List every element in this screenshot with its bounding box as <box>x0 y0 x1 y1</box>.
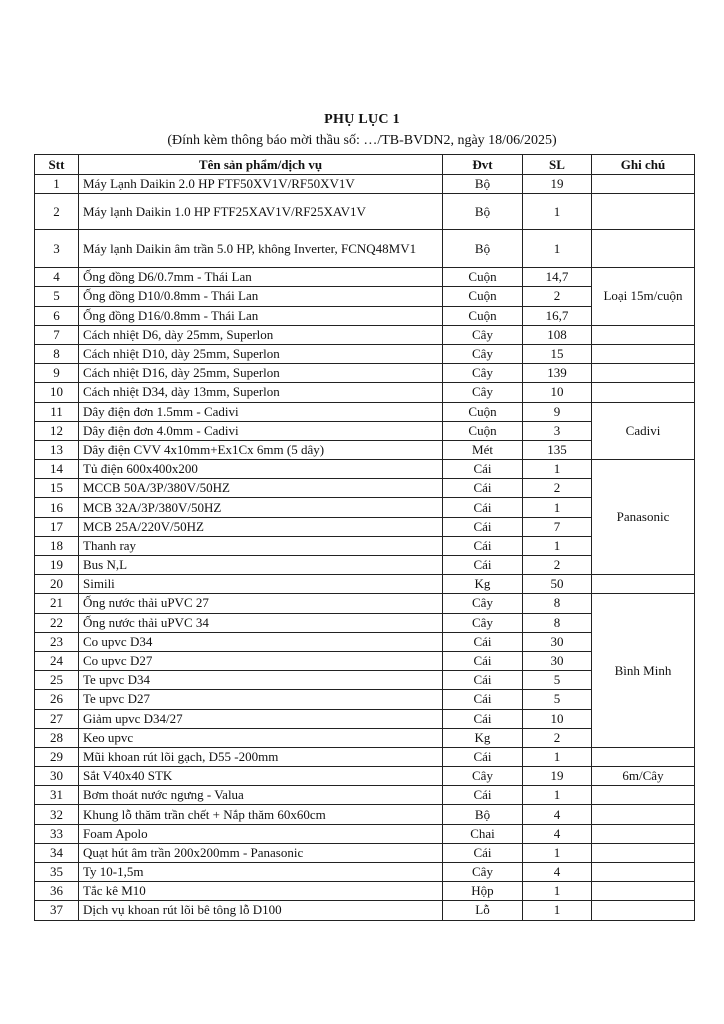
row-unit: Cái <box>443 498 523 517</box>
row-unit: Cây <box>443 613 523 632</box>
row-quantity: 50 <box>523 575 592 594</box>
row-unit: Cái <box>443 460 523 479</box>
row-unit: Chai <box>443 824 523 843</box>
row-unit: Cây <box>443 863 523 882</box>
row-unit: Cái <box>443 690 523 709</box>
row-stt: 36 <box>35 882 79 901</box>
row-stt: 35 <box>35 863 79 882</box>
row-note <box>592 344 695 363</box>
row-name: Ống đồng D16/0.8mm - Thái Lan <box>79 306 443 325</box>
row-stt: 2 <box>35 194 79 230</box>
row-name: Bơm thoát nước ngưng - Valua <box>79 786 443 805</box>
table-row <box>35 383 695 402</box>
table-header-row <box>35 155 695 175</box>
row-quantity: 10 <box>523 709 592 728</box>
column-header-name: Tên sản phẩm/dịch vụ <box>79 155 443 175</box>
table-row <box>35 863 695 882</box>
row-note <box>592 175 695 194</box>
row-unit: Cuộn <box>443 421 523 440</box>
row-name: Te upvc D27 <box>79 690 443 709</box>
row-unit: Cái <box>443 651 523 670</box>
row-name: Dây điện đơn 4.0mm - Cadivi <box>79 421 443 440</box>
column-header-unit: Đvt <box>443 155 523 175</box>
row-unit: Cái <box>443 556 523 575</box>
row-name: Ống đồng D6/0.7mm - Thái Lan <box>79 268 443 287</box>
row-name: Ống nước thải uPVC 27 <box>79 594 443 613</box>
row-stt: 6 <box>35 306 79 325</box>
table-row <box>35 901 695 920</box>
row-note <box>592 786 695 805</box>
row-name: Quạt hút âm trần 200x200mm - Panasonic <box>79 843 443 862</box>
row-stt: 20 <box>35 575 79 594</box>
row-stt: 28 <box>35 728 79 747</box>
row-stt: 22 <box>35 613 79 632</box>
row-unit: Cuộn <box>443 268 523 287</box>
table-row <box>35 747 695 766</box>
row-stt: 9 <box>35 364 79 383</box>
row-unit: Cái <box>443 786 523 805</box>
row-quantity: 8 <box>523 594 592 613</box>
row-name: Sắt V40x40 STK <box>79 767 443 786</box>
table-row <box>35 364 695 383</box>
row-quantity: 5 <box>523 671 592 690</box>
row-quantity: 1 <box>523 747 592 766</box>
note-6m-cay: 6m/Cây <box>592 767 695 786</box>
row-note <box>592 901 695 920</box>
row-quantity: 14,7 <box>523 268 592 287</box>
row-name: Thanh ray <box>79 536 443 555</box>
row-stt: 23 <box>35 632 79 651</box>
row-note <box>592 364 695 383</box>
row-unit: Cây <box>443 344 523 363</box>
row-quantity: 1 <box>523 882 592 901</box>
note-panasonic: Panasonic <box>592 460 695 575</box>
row-name: Dây điện CVV 4x10mm+Ex1Cx 6mm (5 dây) <box>79 440 443 459</box>
row-stt: 30 <box>35 767 79 786</box>
row-stt: 5 <box>35 287 79 306</box>
table-row <box>35 402 695 421</box>
row-quantity: 2 <box>523 479 592 498</box>
row-name: Ống nước thải uPVC 34 <box>79 613 443 632</box>
row-stt: 14 <box>35 460 79 479</box>
row-note <box>592 882 695 901</box>
row-name: Co upvc D27 <box>79 651 443 670</box>
row-stt: 12 <box>35 421 79 440</box>
row-note <box>592 575 695 594</box>
row-unit: Cái <box>443 709 523 728</box>
row-name: Tắc kê M10 <box>79 882 443 901</box>
table-row <box>35 594 695 613</box>
row-quantity: 1 <box>523 498 592 517</box>
row-name: Foam Apolo <box>79 824 443 843</box>
row-note <box>592 843 695 862</box>
row-quantity: 4 <box>523 863 592 882</box>
row-unit: Cái <box>443 479 523 498</box>
row-stt: 13 <box>35 440 79 459</box>
row-unit: Cái <box>443 747 523 766</box>
row-quantity: 1 <box>523 901 592 920</box>
row-quantity: 1 <box>523 536 592 555</box>
row-unit: Cây <box>443 325 523 344</box>
row-stt: 10 <box>35 383 79 402</box>
row-stt: 17 <box>35 517 79 536</box>
row-quantity: 139 <box>523 364 592 383</box>
row-quantity: 1 <box>523 786 592 805</box>
row-name: Tủ điện 600x400x200 <box>79 460 443 479</box>
row-note <box>592 824 695 843</box>
row-name: MCB 25A/220V/50HZ <box>79 517 443 536</box>
row-quantity: 7 <box>523 517 592 536</box>
note-binh-minh: Bình Minh <box>592 594 695 748</box>
row-name: Bus N,L <box>79 556 443 575</box>
row-stt: 37 <box>35 901 79 920</box>
row-note <box>592 325 695 344</box>
row-quantity: 1 <box>523 230 592 268</box>
row-note <box>592 383 695 402</box>
row-unit: Cái <box>443 843 523 862</box>
row-stt: 19 <box>35 556 79 575</box>
row-name: Giảm upvc D34/27 <box>79 709 443 728</box>
row-quantity: 1 <box>523 194 592 230</box>
row-quantity: 2 <box>523 728 592 747</box>
row-quantity: 2 <box>523 287 592 306</box>
row-unit: Bộ <box>443 805 523 824</box>
row-stt: 34 <box>35 843 79 862</box>
row-stt: 15 <box>35 479 79 498</box>
row-name: Khung lỗ thăm trần chết + Nắp thăm 60x60cm <box>79 805 443 824</box>
row-quantity: 19 <box>523 175 592 194</box>
row-quantity: 9 <box>523 402 592 421</box>
column-header-stt: Stt <box>35 155 79 175</box>
row-unit: Cái <box>443 632 523 651</box>
row-stt: 27 <box>35 709 79 728</box>
row-stt: 21 <box>35 594 79 613</box>
row-quantity: 30 <box>523 651 592 670</box>
row-quantity: 5 <box>523 690 592 709</box>
row-unit: Cuộn <box>443 306 523 325</box>
row-quantity: 3 <box>523 421 592 440</box>
row-unit: Cuộn <box>443 287 523 306</box>
row-name: Ty 10-1,5m <box>79 863 443 882</box>
row-stt: 4 <box>35 268 79 287</box>
row-unit: Cây <box>443 364 523 383</box>
table-row <box>35 344 695 363</box>
table-row <box>35 824 695 843</box>
row-stt: 8 <box>35 344 79 363</box>
row-stt: 24 <box>35 651 79 670</box>
row-quantity: 1 <box>523 460 592 479</box>
table-row <box>35 194 695 230</box>
row-name: Keo upvc <box>79 728 443 747</box>
table-row <box>35 805 695 824</box>
row-unit: Mét <box>443 440 523 459</box>
row-unit: Cái <box>443 536 523 555</box>
row-quantity: 19 <box>523 767 592 786</box>
table-row <box>35 460 695 479</box>
row-unit: Cái <box>443 517 523 536</box>
row-unit: Cây <box>443 383 523 402</box>
row-quantity: 10 <box>523 383 592 402</box>
row-quantity: 30 <box>523 632 592 651</box>
row-quantity: 8 <box>523 613 592 632</box>
row-name: Dây điện đơn 1.5mm - Cadivi <box>79 402 443 421</box>
row-quantity: 108 <box>523 325 592 344</box>
row-note <box>592 230 695 268</box>
row-unit: Cái <box>443 671 523 690</box>
row-name: Máy lạnh Daikin 1.0 HP FTF25XAV1V/RF25XAV1V <box>79 194 443 230</box>
row-name: Ống đồng D10/0.8mm - Thái Lan <box>79 287 443 306</box>
row-name: Mũi khoan rút lõi gạch, D55 -200mm <box>79 747 443 766</box>
row-stt: 7 <box>35 325 79 344</box>
table-row <box>35 325 695 344</box>
row-stt: 31 <box>35 786 79 805</box>
row-name: Dịch vụ khoan rút lõi bê tông lỗ D100 <box>79 901 443 920</box>
table-row <box>35 882 695 901</box>
row-note <box>592 194 695 230</box>
row-stt: 18 <box>35 536 79 555</box>
row-name: Cách nhiệt D6, dày 25mm, Superlon <box>79 325 443 344</box>
table-row <box>35 843 695 862</box>
table-row <box>35 575 695 594</box>
row-unit: Cây <box>443 594 523 613</box>
row-stt: 26 <box>35 690 79 709</box>
row-quantity: 15 <box>523 344 592 363</box>
note-loai-15m-cuon: Loại 15m/cuộn <box>592 268 695 326</box>
row-stt: 32 <box>35 805 79 824</box>
row-unit: Kg <box>443 728 523 747</box>
row-stt: 1 <box>35 175 79 194</box>
row-name: Cách nhiệt D10, dày 25mm, Superlon <box>79 344 443 363</box>
row-note <box>592 747 695 766</box>
document-subtitle: (Đính kèm thông báo mời thầu số: …/TB-BVDN2, ngày 18/06/2025) <box>167 133 557 148</box>
row-unit: Lỗ <box>443 901 523 920</box>
row-name: MCCB 50A/3P/380V/50HZ <box>79 479 443 498</box>
row-unit: Hộp <box>443 882 523 901</box>
row-unit: Bộ <box>443 230 523 268</box>
table-row <box>35 786 695 805</box>
row-quantity: 2 <box>523 556 592 575</box>
row-note <box>592 805 695 824</box>
row-stt: 29 <box>35 747 79 766</box>
row-stt: 33 <box>35 824 79 843</box>
row-quantity: 4 <box>523 824 592 843</box>
row-unit: Cây <box>443 767 523 786</box>
row-unit: Bộ <box>443 194 523 230</box>
row-note <box>592 863 695 882</box>
row-stt: 11 <box>35 402 79 421</box>
row-unit: Cuộn <box>443 402 523 421</box>
table-row <box>35 268 695 287</box>
row-stt: 3 <box>35 230 79 268</box>
row-quantity: 16,7 <box>523 306 592 325</box>
row-unit: Kg <box>443 575 523 594</box>
table-row <box>35 175 695 194</box>
row-unit: Bộ <box>443 175 523 194</box>
table-row <box>35 767 695 786</box>
row-name: MCB 32A/3P/380V/50HZ <box>79 498 443 517</box>
row-stt: 16 <box>35 498 79 517</box>
row-name: Co upvc D34 <box>79 632 443 651</box>
row-name: Máy lạnh Daikin âm trần 5.0 HP, không Inverter, FCNQ48MV1 <box>79 230 443 268</box>
document-title: PHỤ LỤC 1 <box>324 112 400 127</box>
row-name: Simili <box>79 575 443 594</box>
row-name: Te upvc D34 <box>79 671 443 690</box>
row-quantity: 1 <box>523 843 592 862</box>
row-quantity: 135 <box>523 440 592 459</box>
row-name: Máy Lạnh Daikin 2.0 HP FTF50XV1V/RF50XV1V <box>79 175 443 194</box>
items-table <box>34 154 695 921</box>
row-quantity: 4 <box>523 805 592 824</box>
row-name: Cách nhiệt D34, dày 13mm, Superlon <box>79 383 443 402</box>
row-stt: 25 <box>35 671 79 690</box>
column-header-note: Ghi chú <box>592 155 695 175</box>
note-cadivi: Cadivi <box>592 402 695 460</box>
table-row <box>35 230 695 268</box>
row-name: Cách nhiệt D16, dày 25mm, Superlon <box>79 364 443 383</box>
column-header-quantity: SL <box>523 155 592 175</box>
